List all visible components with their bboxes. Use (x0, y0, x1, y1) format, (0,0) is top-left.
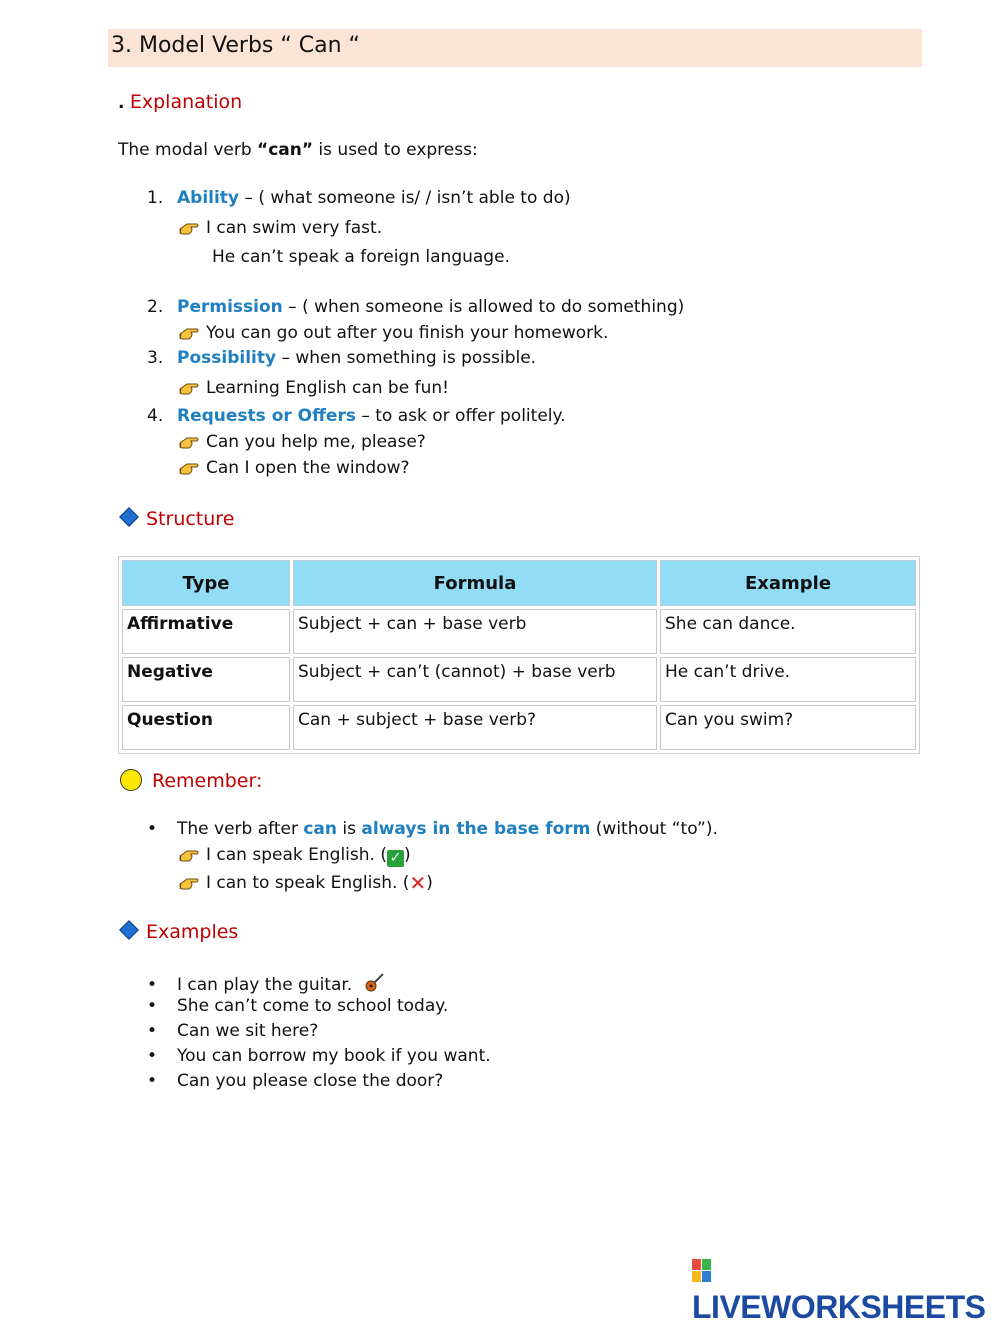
remember-rule (147, 819, 718, 839)
example-text: Can you help me, please? (206, 432, 426, 452)
intro-after: is used to express: (313, 140, 478, 160)
use-desc: – ( when someone is allowed to do something) (282, 297, 685, 317)
use-term: Possibility (177, 348, 277, 368)
example-text: Can you please close the door? (177, 1071, 444, 1091)
guitar-icon (364, 971, 386, 993)
rule-text: The verb after (177, 819, 304, 839)
table-row (122, 609, 916, 654)
rule-highlight: can (303, 819, 338, 839)
example-line (178, 432, 426, 452)
example-text: I can play the guitar. (177, 975, 353, 995)
example-line (178, 378, 449, 398)
table-cell: Negative (122, 657, 290, 702)
intro-text (118, 140, 478, 160)
header-example: Example (660, 560, 916, 606)
pointing-hand-icon (178, 847, 200, 863)
title-band (108, 29, 922, 67)
use-item (147, 348, 536, 368)
structure-heading-row (118, 508, 234, 530)
table-cell: She can dance. (660, 609, 916, 654)
bullet-icon: • (147, 1071, 158, 1091)
use-number: 3. (147, 348, 164, 368)
close-paren: ) (426, 873, 433, 893)
example-text: You can borrow my book if you want. (177, 1046, 491, 1066)
example-text: Can I open the window? (206, 458, 410, 478)
remember-heading: Remember: (152, 770, 263, 792)
example-text: Can we sit here? (177, 1021, 319, 1041)
example-text: You can go out after you finish your homework. (206, 323, 609, 343)
list-item (147, 1071, 443, 1091)
use-desc: – ( what someone is/ / isn’t able to do) (239, 188, 571, 208)
bullet-icon: • (147, 819, 158, 839)
table-row (122, 657, 916, 702)
use-item (147, 406, 566, 426)
list-item (147, 996, 448, 1016)
table-header-row (122, 560, 916, 606)
yellow-circle-icon (120, 769, 142, 791)
example-line (178, 218, 382, 238)
correct-example (178, 845, 411, 867)
examples-heading-row (118, 921, 238, 943)
heading-bullet: . (118, 93, 125, 113)
use-term: Ability (177, 188, 240, 208)
list-item (147, 1021, 318, 1041)
header-formula: Formula (293, 560, 657, 606)
explanation-heading: Explanation (129, 91, 243, 113)
use-number: 2. (147, 297, 164, 317)
diamond-icon (119, 507, 139, 527)
table-cell: Subject + can’t (cannot) + base verb (293, 657, 657, 702)
rule-text: (without “to”). (590, 819, 718, 839)
table-cell: Can + subject + base verb? (293, 705, 657, 750)
example-text: She can’t come to school today. (177, 996, 449, 1016)
rule-highlight: always in the base form (361, 819, 591, 839)
logo-mark-icon (692, 1259, 712, 1283)
pointing-hand-icon (178, 460, 200, 476)
bullet-icon: • (147, 996, 158, 1016)
example-text: I can swim very fast. (206, 218, 383, 238)
correct-text: I can speak English. ( (206, 845, 387, 865)
pointing-hand-icon (178, 434, 200, 450)
cross-mark-icon: ✕ (409, 871, 427, 895)
example-line (178, 458, 410, 478)
explanation-heading-row (118, 91, 242, 113)
logo-text: LIVEWORKSHEETS (692, 1289, 986, 1325)
example-line (212, 247, 510, 267)
use-term: Requests or Offers (177, 406, 356, 426)
structure-table (118, 556, 920, 754)
bullet-icon: • (147, 975, 158, 995)
table-cell: Affirmative (122, 609, 290, 654)
wrong-example (178, 871, 433, 895)
liveworksheets-logo (692, 1252, 1000, 1326)
use-desc: – when something is possible. (276, 348, 537, 368)
check-mark-icon: ✓ (387, 850, 404, 867)
use-item (147, 297, 684, 317)
pointing-hand-icon (178, 875, 200, 891)
wrong-text: I can to speak English. ( (206, 873, 410, 893)
table-cell: Subject + can + base verb (293, 609, 657, 654)
intro-before: The modal verb (118, 140, 258, 160)
list-item (147, 1046, 491, 1066)
use-desc: – to ask or offer politely. (355, 406, 566, 426)
use-number: 1. (147, 188, 164, 208)
table-cell: He can’t drive. (660, 657, 916, 702)
example-text: He can’t speak a foreign language. (212, 247, 510, 267)
table-cell: Question (122, 705, 290, 750)
bullet-icon: • (147, 1021, 158, 1041)
use-item (147, 188, 571, 208)
example-text: Learning English can be fun! (206, 378, 449, 398)
use-term: Permission (177, 297, 283, 317)
page-title: 3. Model Verbs “ Can “ (111, 33, 360, 58)
remember-heading-row (120, 769, 262, 792)
pointing-hand-icon (178, 380, 200, 396)
example-line (178, 323, 608, 343)
rule-text: is (337, 819, 362, 839)
header-type: Type (122, 560, 290, 606)
examples-heading: Examples (146, 921, 239, 943)
pointing-hand-icon (178, 325, 200, 341)
structure-heading: Structure (146, 508, 235, 530)
intro-bold: “can” (257, 140, 314, 160)
use-number: 4. (147, 406, 164, 426)
table-cell: Can you swim? (660, 705, 916, 750)
bullet-icon: • (147, 1046, 158, 1066)
close-paren: ) (403, 845, 411, 865)
pointing-hand-icon (178, 220, 200, 236)
table-row (122, 705, 916, 750)
diamond-icon (119, 920, 139, 940)
list-item (147, 971, 386, 995)
